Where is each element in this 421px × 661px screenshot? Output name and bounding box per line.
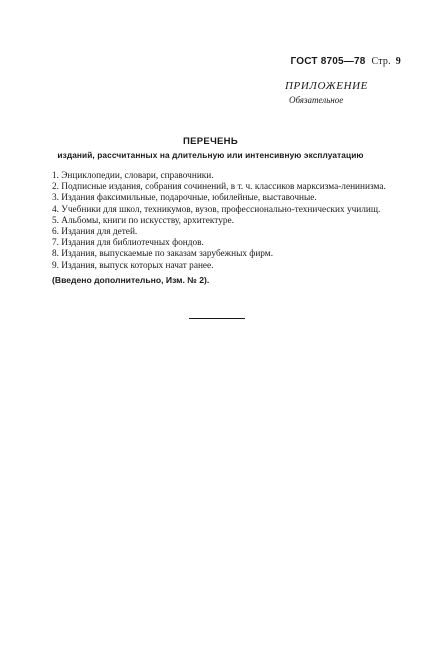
list-item: 1. Энциклопедии, словари, справочники. xyxy=(52,171,214,181)
list-item: 6. Издания для детей. xyxy=(52,227,138,238)
page-label: Стр. xyxy=(371,56,391,67)
list-item: 4. Учебники для школ, техникумов, вузов, профессионально-технических училищ. xyxy=(52,204,381,215)
standard-number: ГОСТ 8705—78 xyxy=(290,56,366,67)
appendix-subtitle: Обязательное xyxy=(289,95,344,105)
document-subtitle: изданий, рассчитанных на длительную или интенсивную эксплуатацию xyxy=(57,150,364,160)
page-header xyxy=(291,56,401,67)
list-item: 7. Издания для библиотечных фондов. xyxy=(52,238,204,249)
page-number: 9 xyxy=(395,56,401,67)
end-divider xyxy=(189,318,245,319)
list-item: 3. Издания факсимильные, подарочные, юбилейные, выставочные. xyxy=(52,193,317,204)
appendix-block xyxy=(285,80,395,105)
document-title: ПЕРЕЧЕНЬ xyxy=(183,136,238,147)
list-item: 2. Подписные издания, собрания сочинений, в т. ч. классиков марксизма-ленинизма. xyxy=(52,182,386,193)
amendment-note: (Введено дополнительно, Изм. № 2). xyxy=(52,274,210,285)
list-item: 8. Издания, выпускаемые по заказам зарубежных фирм. xyxy=(52,249,274,260)
publication-list xyxy=(42,171,388,286)
list-item: 5. Альбомы, книги по искусству, архитектуре. xyxy=(52,215,234,226)
appendix-title: ПРИЛОЖЕНИЕ xyxy=(285,80,368,92)
list-item: 9. Издания, выпуск которых начат ранее. xyxy=(52,260,214,271)
